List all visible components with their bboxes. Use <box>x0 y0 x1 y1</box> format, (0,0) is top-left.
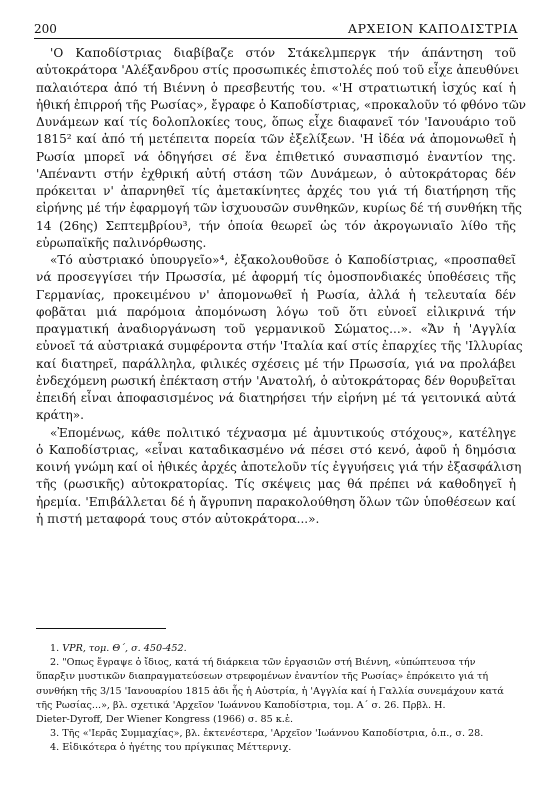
footnote-3 <box>36 727 516 741</box>
text-line: Ρωσία μπορεῖ νά ὁδηγήσει σέ ἕνα ἐπιθετικό συνασπισμό ἐναντίον της. <box>36 149 516 164</box>
text-line: κράτη». <box>36 408 85 423</box>
text-line: τῆς (ρωσικῆς) αὐτοκρατορίας. Τίς σκέψεις μας θά πρέπει νά καθοδηγεῖ ἡ <box>36 477 516 492</box>
text-line: νά προσεγγίσει τήν Πρωσσία, μέ ἀφορμή τίς ὁμοσπονδιακές ὑποθέσεις τῆς <box>36 270 516 285</box>
footnote-text: Εἰδικότερα ὁ ἡγέτης του πρίγκιπας Μέττερνιχ. <box>62 742 292 754</box>
text-line: Δυνάμεων καί τίς δολοπλοκίες τους, ὅπως εἶχε διαφανεῖ τόν 'Ιανουάριο τοῦ <box>36 115 516 129</box>
body-text <box>36 45 527 528</box>
footnote-line: συνθήκη τῆς 3/15 'Ιανουαρίου 1815 ἀδι ἧς ἡ Αὐστρία, ἡ 'Αγγλία καί ἡ Γαλλία συνεμάχουν κατά <box>36 685 504 697</box>
page-number: 200 <box>34 22 57 36</box>
footnote-2 <box>36 656 516 727</box>
text-line: εὐρωπαϊκῆς παλινόρθωσης. <box>36 235 207 250</box>
text-line: κοινή γνώμη καί οἱ ἠθικές ἀρχές ἀποτελοῦν τίς ἐγγυήσεις γιά τήν ἐξασφάλιση <box>36 460 522 474</box>
footnotes <box>36 642 516 756</box>
text-line: πραγματική ἀναδιοργάνωση τοῦ γερμανικοῦ Σώματος...». «Ἄν ἡ 'Αγγλία <box>36 322 516 336</box>
text-line: εἰρήνης μέ τήν ἐφαρμογή τῶν ἰσχυουσῶν συνθηκῶν, κυρίως δέ τή συνθήκη τῆς <box>36 201 522 216</box>
footnote-number: 3. <box>50 728 60 740</box>
paragraph-2 <box>36 252 523 425</box>
text-line: 1815² καί ἀπό τή μετέπειτα πορεία τῶν ἐξελίξεων. 'Η ἰδέα νά ἀπομονωθεῖ ἡ <box>36 132 516 147</box>
footnote-separator <box>36 628 166 629</box>
footnote-text: "Οπως ἔγραψε ὁ ἴδιος, κατά τή διάρκεια τῶν ἐργασιῶν στή Βιέννη, «ὑπώπτευσα τήν <box>62 657 476 669</box>
text-line: 'Απέναντι στήν ἐχθρική αὐτή στάση τῶν Δυνάμεων, ὁ αὐτοκράτορας δέν <box>36 166 516 181</box>
footnote-1 <box>36 642 516 656</box>
text-line: «Τό αὐστριακό ὑπουργεῖο»⁴, ἐξακολουθοῦσε ὁ Καποδίστριας, «προσπαθεῖ <box>50 253 516 267</box>
footnote-line <box>36 741 516 755</box>
text-line: παλαιότερα ἀπό τή Βιέννη ὁ πρεσβευτής του. «'Η στρατιωτική ἰσχύς καί ἡ <box>36 80 516 95</box>
text-line: 'Ο Καποδίστριας διαβίβαζε στόν Στάκελμπεργκ τήν άπάντηση τοῦ <box>50 46 516 60</box>
text-line: εὐνοεῖ τά αὐστριακά συμφέροντα στήν 'Ιταλία καί στίς ἐπαρχίες τῆς 'Ιλλυρίας <box>36 339 523 354</box>
text-line: Γερμανίας, προκειμένου ν' ἀπομονωθεῖ ἡ Ρωσία, ἀλλά ἡ τελευταία δέν <box>36 287 516 302</box>
text-line: πρόκειται ν' ἀπαρνηθεῖ τίς ἀμετακίνητες ἀρχές του γιά τή διατήρηση τῆς <box>36 184 516 198</box>
text-line: ἐπειδή εἶναι ἀποφασισμένος νά διατηρήσει τήν εἰρήνη μέ τά γειτονικά αὐτά <box>36 391 516 405</box>
paragraph-3 <box>36 425 522 529</box>
text-line: ἡ πιστή μεταφορά τους στόν αὐτοκράτορα...». <box>36 511 320 526</box>
footnote-line: τῆς Ρωσίας...», βλ. σχετικά 'Αρχεῖον 'Ιωάννου Καποδίστρια, τομ. Α΄ σ. 26. Πρβλ. H. <box>36 699 446 711</box>
text-line: αὐτοκράτορα 'Αλέξανδρου στίς προσωπικές ἐπιστολές πού τοῦ εἶχε ἀπευθύνει <box>36 63 520 78</box>
footnote-number: 2. <box>50 657 60 669</box>
footnote-line: ὕπαρξιν μυστικῶν διαπραγματεύσεων στρεφομένων ἐναντίον τῆς Ρωσίας» ἐπρόκειτο γιά τή <box>36 671 489 683</box>
footnote-4 <box>36 741 516 755</box>
running-title: ΑΡΧΕΙΟΝ ΚΑΠΟΔΙΣΤΡΙΑ <box>348 21 518 36</box>
paragraph-1 <box>36 45 527 252</box>
text-line: φοβᾶται μιά παρόμοια ἀπομόνωση λόγω τοῦ ὅτι εὐνοεῖ εἰλικρινά τήν <box>36 304 516 319</box>
text-line: ὁ Καποδίστριας, «εἶναι καταδικασμένο νά πέσει στό κενό, ἀφοῦ ἡ δημόσια <box>36 442 516 457</box>
running-header <box>34 14 518 39</box>
footnote-number: 4. <box>50 742 60 754</box>
text-line: ἠρεμία. 'Επιβάλλεται δέ ἡ ἄγρυπνη παρακολούθηση ὅλων τῶν ὑποθέσεων καί <box>36 494 516 509</box>
footnote-line <box>36 642 516 656</box>
text-line: «Ἐπομένως, κάθε πολιτικό τέχνασμα μέ ἀμυντικούς στόχους», κατέληγε <box>50 425 516 440</box>
text-line: ἠθική ἐπιρροή τῆς Ρωσίας», ἔγραφε ὁ Καποδίστριας, «προκαλοῦν τό φθόνο τῶν <box>36 97 527 112</box>
footnote-line <box>36 727 516 741</box>
text-line: 14 (26ης) Σεπτεμβρίου³, τήν ὁποία θεωρεῖ ὡς τόν ἀκρογωνιαῖο λίθο τῆς <box>36 218 516 233</box>
footnote-text: VPR, τομ. Θ΄, σ. 450-452. <box>62 643 187 654</box>
footnote-line <box>36 656 516 670</box>
footnote-number: 1. <box>50 643 60 654</box>
text-line: ἐνδεχόμενη ρωσική ἐπέκταση στήν 'Ανατολή, ὁ αὐτοκράτορας δέν θορυβεῖται <box>36 373 516 388</box>
footnote-text: Τῆς «'Ιερᾶς Συμμαχίας», βλ. ἐκτενέστερα, 'Αρχεῖον 'Ιωάννου Καποδίστρια, ὁ.π., σ. 28. <box>62 728 484 740</box>
footnote-line: Dieter-Dyroff, Der Wiener Kongress (1966) σ. 85 κ.ἑ. <box>36 714 294 726</box>
text-line: καί διατηρεῖ, παράλληλα, φιλικές σχέσεις μέ τήν Πρωσσία, γιά να προλάβει <box>36 356 516 371</box>
